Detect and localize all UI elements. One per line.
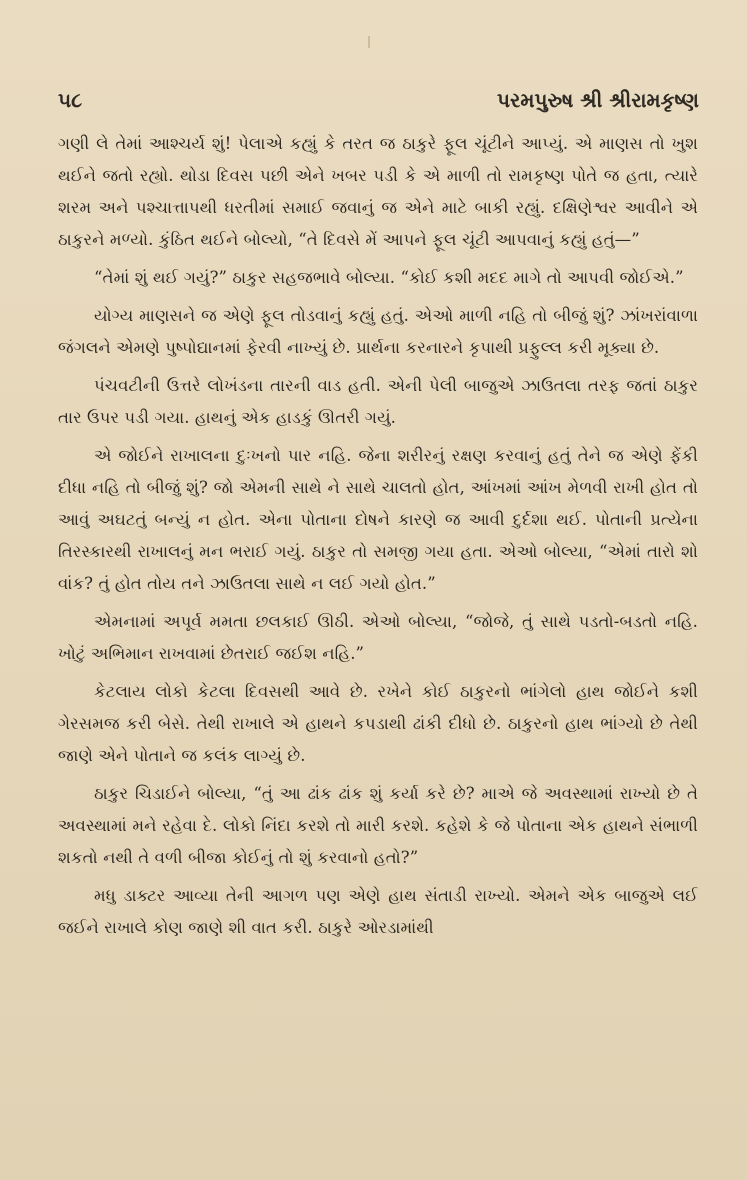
body-text [58, 128, 698, 1158]
paragraph-1: ગણી લે તેમાં આશ્ચર્ય શું! પેલાએ કહ્યું કે તરત જ ઠાકુરે ફૂલ ચૂંટીને આપ્યું. એ માણસ તો ખુશ થઈને જતો રહ્યો. થોડા દિવસ પછી એને ખબર પડી કે એ માળી તો રામકૃષ્ણ પોતે જ હતા, ત્યારે શરમ અને પશ્ચાત્તાપથી ધરતીમાં સમાઈ જવાનું જ એને માટે બાકી રહ્યું. દક્ષિણેશ્વર આવીને એ ઠાકુરને મળ્યો. કુંઠિત થઈને બોલ્યો, “તે દિવસે મેં આપને ફૂલ ચૂંટી આપવાનું કહ્યું હતું—” [58, 134, 698, 249]
paragraph-2: “તેમાં શું થઈ ગયું?” ઠાકુર સહજભાવે બોલ્યા. “કોઈ કશી મદદ માગે તો આપવી જોઈએ.” [94, 268, 684, 287]
paragraph-8: ઠાકુર ચિડાઈને બોલ્યા, “તું આ ઢાંક ઢાંક શું કર્યા કરે છે? માએ જે અવસ્થામાં રાખ્યો છે તે અવસ્થામાં મને રહેવા દે. લોકો નિંદા કરશે તો મારી કરશે. કહેશે કે જે પોતાના એક હાથને સંભાળી શકતો નથી તે વળી બીજા કોઈનું તો શું કરવાનો હતો?” [58, 784, 698, 867]
paragraph-9: મધુ ડાક્ટર આવ્યા તેની આગળ પણ એણે હાથ સંતાડી રાખ્યો. એમને એક બાજુએ લઈ જઈને રાખાલે કોણ જાણે શી વાત કરી. ઠાકુરે ઓરડામાંથી [58, 886, 698, 937]
page-header [58, 84, 699, 116]
paragraph-3: યોગ્ય માણસને જ એણે ફૂલ તોડવાનું કહ્યું હતું. એઓ માળી નહિ તો બીજું શું? ઝાંખરાંવાળા જંગલને એમણે પુષ્પોદ્યાનમાં ફેરવી નાખ્યું છે. પ્રાર્થના કરનારને કૃપાથી પ્રફુલ્લ કરી મૂક્યા છે. [58, 306, 698, 357]
paragraph-6: એમનામાં અપૂર્વ મમતા છલકાઈ ઊઠી. એઓ બોલ્યા, “જોજે, તું સાથે પડતો-બડતો નહિ. ખોટું અભિમાન રાખવામાં છેતરાઈ જઈશ નહિ.” [58, 612, 698, 663]
page-number: ૫૮ [58, 88, 83, 112]
paragraph-4: પંચવટીની ઉત્તરે લોખંડના તારની વાડ હતી. એની પેલી બાજુએ ઝાઉતલા તરફ જતાં ઠાકુર તાર ઉપર પડી ગયા. હાથનું એક હાડકું ઊતરી ગયું. [58, 376, 698, 427]
paragraph-5: એ જોઈને રાખાલના દુઃખનો પાર નહિ. જેના શરીરનું રક્ષણ કરવાનું હતું તેને જ એણે ફેંકી દીધા નહિ તો બીજું શું? જો એમની સાથે ને સાથે ચાલતો હોત, આંખમાં આંખ મેળવી રાખી હોત તો આવું અઘટતું બન્યું ન હોત. એના પોતાના દોષને કારણે જ આવી દુર્દશા થઈ. પોતાની પ્રત્યેના તિરસ્કારથી રાખાલનું મન ભરાઈ ગયું. ઠાકુર તો સમજી ગયા હતા. એઓ બોલ્યા, “એમાં તારો શો વાંક? તું હોત તોય તને ઝાઉતલા સાથે ન લઈ ગયો હોત.” [58, 446, 698, 593]
page-crease [368, 36, 370, 48]
running-title: પરમપુરુષ શ્રી શ્રીરામકૃષ્ણ [497, 88, 699, 112]
paragraph-7: કેટલાય લોકો કેટલા દિવસથી આવે છે. રખેને કોઈ ઠાકુરનો ભાંગેલો હાથ જોઈને કશી ગેરસમજ કરી બેસે. તેથી રાખાલે એ હાથને કપડાથી ઢાંકી દીધો છે. ઠાકુરનો હાથ ભાંગ્યો છે તેથી જાણે એને પોતાને જ કલંક લાગ્યું છે. [58, 682, 698, 765]
